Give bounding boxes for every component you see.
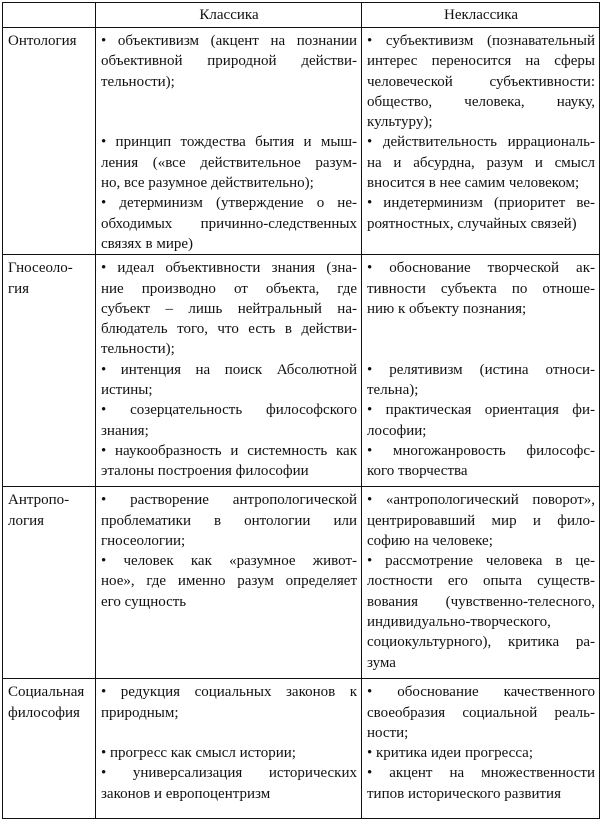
text-line: но, все разумное действительно); <box>101 175 314 192</box>
text-line: философия <box>8 704 80 721</box>
text-line: эталоны построения философии <box>101 463 309 480</box>
text-line: нию к объекту познания; <box>367 300 527 317</box>
text-line: лостности его опыта существ- <box>367 573 595 590</box>
text-line: Гносеоло- <box>8 260 73 277</box>
text-line: вносится в нее самим человеком; <box>367 175 580 192</box>
nonclassic-cell <box>362 28 600 255</box>
text-line: • идеал объективности знания (зна- <box>101 260 357 277</box>
text-line: • «антропологический поворот», <box>367 492 595 509</box>
text-line: истины; <box>101 382 153 399</box>
text-line: • наукообразность и системность как <box>101 442 357 459</box>
nonclassic-cell <box>362 255 600 487</box>
text-line: знания; <box>101 422 149 439</box>
text-line: законов и европоцентризм <box>101 785 271 802</box>
text-line: • принцип тождества бытия и мыш- <box>101 134 357 151</box>
text-line: своеобразия социальной реаль- <box>367 704 595 721</box>
text-line: блюдатель того, что есть в действи- <box>101 321 357 338</box>
text-line: зума <box>367 654 396 671</box>
text-line: • детерминизм (утверждение о не- <box>101 195 357 212</box>
text-line: софию на человеке; <box>367 532 493 549</box>
header-empty <box>3 3 96 28</box>
text-line: интерес переносится на сферы <box>367 53 595 70</box>
text-line: его сущность <box>101 593 187 610</box>
text-line: природным; <box>101 704 179 721</box>
text-line: • объективизм (акцент на познании <box>101 33 357 49</box>
text-line: тельности); <box>101 341 175 358</box>
text-line: • акцент на множественности <box>367 765 595 782</box>
header-classic: Классика <box>96 3 362 28</box>
text-line: Антропо- <box>8 492 70 509</box>
text-line: культуру); <box>367 114 433 131</box>
text-line: человеческой субъективности: <box>367 73 595 90</box>
text-line: тельна); <box>367 382 419 399</box>
text-line: индивидуально-творческого, <box>367 614 551 631</box>
text-line: центрировавший мир и фило- <box>367 512 595 529</box>
text-line: типов исторического развития <box>367 785 561 802</box>
header-row <box>3 3 600 28</box>
text-line: • человек как «разумное живот- <box>101 553 357 570</box>
text-line: • индетерминизм (приоритет ве- <box>367 195 595 212</box>
table-row-anthropology <box>3 487 600 679</box>
text-line: ное», где именно разум определяет <box>101 573 357 590</box>
classic-cell <box>96 679 362 819</box>
text-line: тивности субъекта по отноше- <box>367 280 595 297</box>
row-label <box>3 255 96 487</box>
header-nonclassic: Неклассика <box>362 3 600 28</box>
text-line: объективной природной действи- <box>101 53 357 70</box>
row-label <box>3 28 96 255</box>
row-label <box>3 679 96 819</box>
text-line: • действительность иррациональ- <box>367 134 595 151</box>
text-line: на и абсурдна, разум и смысл <box>367 154 595 171</box>
text-line: • обоснование качественного <box>367 684 595 701</box>
text-line: вования (чувственно-телесного, <box>367 593 595 610</box>
text-line: лософии; <box>367 422 427 439</box>
text-line: • обоснование творческой ак- <box>367 260 595 277</box>
text-line: • практическая ориентация фи- <box>367 402 595 419</box>
comparison-table <box>2 2 600 819</box>
blank-line <box>367 319 595 339</box>
text-line: ления («все действительное разум- <box>101 154 357 171</box>
text-line: • интенция на поиск Абсолютной <box>101 361 357 378</box>
text-line: • релятивизм (истина относи- <box>367 361 595 378</box>
text-line: • редукция социальных законов к <box>101 684 357 701</box>
classic-cell <box>96 487 362 679</box>
text-line: роятностных, случайных связей) <box>367 215 577 232</box>
text-line: Онтология <box>8 33 77 49</box>
text-line: • субъективизм (познавательный <box>367 33 595 49</box>
blank-line <box>101 112 357 132</box>
text-line: • универсализация исторических <box>101 765 357 782</box>
row-label <box>3 487 96 679</box>
nonclassic-cell <box>362 487 600 679</box>
text-line: • созерцательность философского <box>101 402 357 419</box>
text-line: логия <box>8 512 45 529</box>
text-line: ности; <box>367 724 409 741</box>
text-line: тельности); <box>101 73 175 90</box>
text-line: связях в мире) <box>101 235 194 252</box>
table-row-gnoseology <box>3 255 600 487</box>
text-line: гносеологии; <box>101 532 186 549</box>
blank-line <box>101 92 357 112</box>
blank-line <box>367 339 595 359</box>
classic-cell <box>96 255 362 487</box>
text-line: обходимых причинно-следственных <box>101 215 357 232</box>
text-line: • многожанровость философс- <box>367 442 595 459</box>
text-line: • критика идеи прогресса; <box>367 745 533 762</box>
text-line: проблематики в онтологии или <box>101 512 357 529</box>
text-line: • рассмотрение человека в це- <box>367 553 595 570</box>
table-row-ontology <box>3 28 600 255</box>
text-line: гия <box>8 280 30 297</box>
text-line: • растворение антропологической <box>101 492 357 509</box>
text-line: кого творчества <box>367 463 468 480</box>
text-line: социокультурного), критика ра- <box>367 634 595 651</box>
nonclassic-cell <box>362 679 600 819</box>
text-line: субъект – лишь нейтральный на- <box>101 300 357 317</box>
text-line: ние производно от объекта, где <box>101 280 357 297</box>
text-line: • прогресс как смысл истории; <box>101 745 296 762</box>
table-row-social-philosophy <box>3 679 600 819</box>
text-line: общество, человека, науку, <box>367 93 595 110</box>
blank-line <box>101 723 357 743</box>
text-line: Социальная <box>8 684 85 701</box>
classic-cell <box>96 28 362 255</box>
